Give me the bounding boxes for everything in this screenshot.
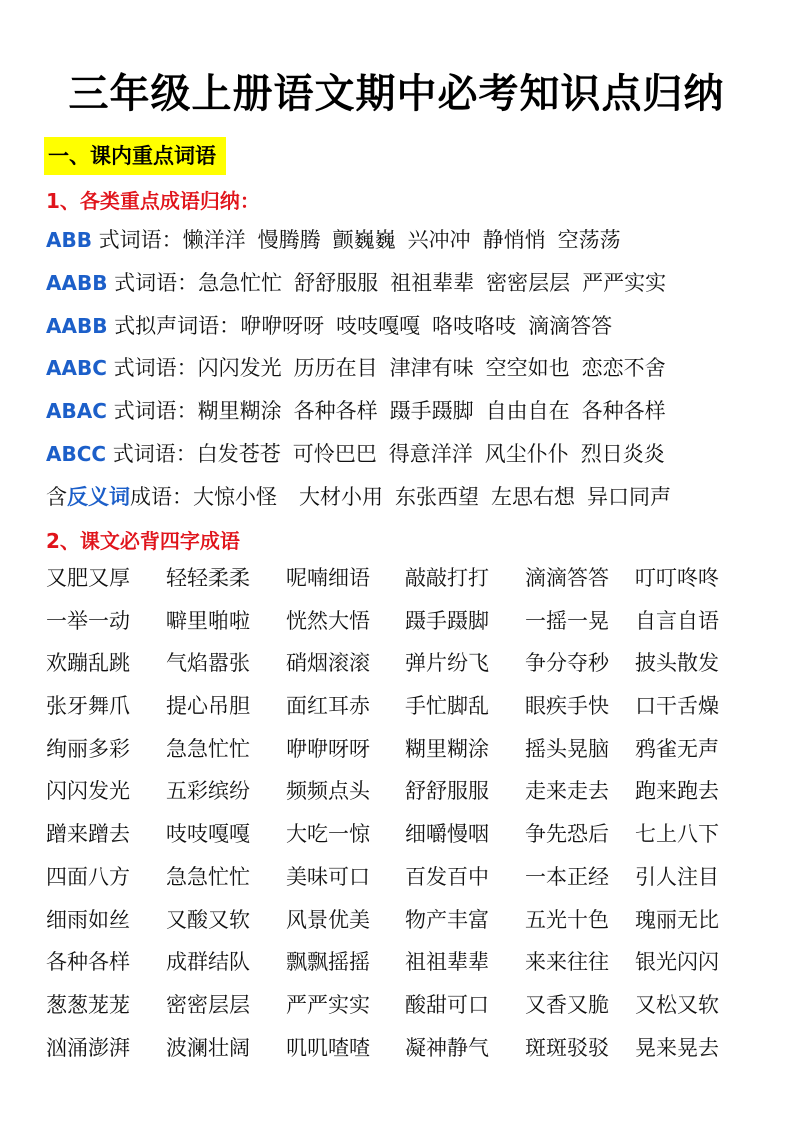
idiom-word: 历历在目 [293, 356, 378, 381]
pattern-line [46, 224, 766, 267]
idiom-word: 颤巍巍 [332, 228, 396, 252]
idiom-cell: 叽叽喳喳 [286, 1035, 370, 1060]
idiom-cell: 又酸又软 [166, 907, 250, 932]
idiom-word: 祖祖辈辈 [390, 270, 475, 295]
idiom-cell: 细雨如丝 [46, 907, 130, 932]
idiom-word: 左思右想 [491, 484, 575, 509]
idiom-word: 急急忙忙 [198, 270, 283, 295]
idiom-row [46, 861, 766, 904]
idiom-word: 各种各样 [581, 399, 666, 424]
idiom-row [46, 775, 766, 818]
idiom-cell: 吱吱嘎嘎 [166, 822, 250, 847]
idiom-word: 津津有味 [389, 356, 474, 381]
antonym-suffix: 成语： [130, 484, 193, 509]
idiom-cell: 糊里糊涂 [405, 736, 489, 761]
idiom-row [46, 562, 766, 605]
idiom-cell: 咿咿呀呀 [286, 736, 370, 761]
idiom-cell: 来来往往 [525, 950, 609, 975]
pattern-line [46, 352, 766, 395]
pattern-suffix: 式词语： [106, 399, 198, 424]
idiom-cell: 走来走去 [525, 779, 609, 804]
idiom-cell: 又松又软 [635, 992, 719, 1017]
idiom-cell: 波澜壮阔 [166, 1035, 250, 1060]
idiom-cell: 闪闪发光 [46, 779, 130, 804]
idiom-cell: 银光闪闪 [635, 950, 719, 975]
idiom-pattern-list [46, 224, 766, 524]
idiom-cell: 自言自语 [635, 608, 719, 633]
idiom-cell: 密密层层 [166, 992, 250, 1017]
idiom-word: 白发苍苍 [196, 441, 281, 466]
idiom-row [46, 647, 766, 690]
idiom-row [46, 605, 766, 648]
idiom-cell: 飘飘摇摇 [286, 950, 370, 975]
idiom-word: 糊里糊涂 [197, 399, 282, 424]
idiom-word: 空空如也 [485, 356, 570, 381]
pattern-suffix: 式词语： [106, 441, 197, 466]
idiom-cell: 硝烟滚滚 [286, 651, 370, 676]
idiom-word: 静悄悄 [482, 228, 546, 252]
antonym-prefix: 含 [46, 484, 67, 509]
idiom-cell: 斑斑驳驳 [525, 1035, 609, 1060]
idiom-cell: 跑来跑去 [635, 779, 719, 804]
idiom-cell: 酸甜可口 [405, 992, 489, 1017]
idiom-cell: 一举一动 [46, 608, 130, 633]
idiom-word: 风尘仆仆 [484, 441, 569, 466]
idiom-cell: 四面八方 [46, 864, 130, 889]
pattern-label: ABB [46, 228, 92, 252]
idiom-cell: 争先恐后 [525, 822, 609, 847]
subheading-must-memorize: 2、课文必背四字成语 [46, 529, 240, 553]
idiom-cell: 凝神静气 [405, 1035, 489, 1060]
idiom-cell: 细嚼慢咽 [405, 822, 489, 847]
idiom-cell: 祖祖辈辈 [405, 950, 489, 975]
subheading-idiom-summary: 1、各类重点成语归纳： [46, 189, 260, 213]
idiom-word: 咿咿呀呀 [240, 313, 325, 338]
idiom-row [46, 946, 766, 989]
idiom-cell: 披头散发 [635, 651, 719, 676]
idiom-word: 大惊小怪 [193, 484, 277, 509]
idiom-word: 密密层层 [486, 270, 571, 295]
idiom-cell: 五彩缤纷 [166, 779, 250, 804]
pattern-suffix: 式词语： [106, 356, 198, 381]
idiom-word: 蹑手蹑脚 [389, 399, 474, 424]
idiom-cell: 物产丰富 [405, 907, 489, 932]
idiom-cell: 一本正经 [525, 864, 609, 889]
idiom-word: 闪闪发光 [197, 356, 282, 381]
idiom-cell: 面红耳赤 [286, 694, 370, 719]
idiom-word: 舒舒服服 [294, 270, 379, 295]
idiom-row [46, 818, 766, 861]
idiom-cell: 蹑手蹑脚 [405, 608, 489, 633]
idiom-cell: 提心吊胆 [166, 694, 250, 719]
idiom-word: 严严实实 [582, 270, 667, 295]
idiom-word: 大材小用 [299, 484, 383, 509]
idiom-cell: 一摇一晃 [525, 608, 609, 633]
idiom-cell: 急急忙忙 [166, 736, 250, 761]
page-title: 三年级上册语文期中必考知识点归纳 [68, 71, 725, 117]
idiom-cell: 又香又脆 [525, 992, 609, 1017]
idiom-cell: 七上八下 [635, 822, 719, 847]
idiom-cell: 严严实实 [286, 992, 370, 1017]
idiom-cell: 汹涌澎湃 [46, 1035, 130, 1060]
idiom-cell: 噼里啪啦 [166, 608, 250, 633]
idiom-row [46, 904, 766, 947]
idiom-cell: 张牙舞爪 [46, 694, 130, 719]
idiom-cell: 叮叮咚咚 [635, 566, 719, 590]
idiom-cell: 引人注目 [635, 864, 719, 889]
idiom-cell: 五光十色 [525, 907, 609, 932]
pattern-suffix: 式词语： [91, 228, 183, 252]
pattern-line [46, 310, 766, 353]
idiom-word: 可怜巴巴 [292, 441, 377, 466]
idiom-word: 得意洋洋 [388, 441, 473, 466]
idiom-cell: 弹片纷飞 [405, 651, 489, 676]
idiom-cell: 争分夺秒 [525, 651, 609, 676]
idiom-row [46, 690, 766, 733]
idiom-word: 东张西望 [395, 484, 479, 509]
idiom-row [46, 733, 766, 776]
pattern-line [46, 267, 766, 310]
idiom-row [46, 1032, 766, 1075]
idiom-cell: 百发百中 [405, 864, 489, 889]
idiom-word: 异口同声 [587, 484, 671, 509]
idiom-word: 咯吱咯吱 [432, 313, 517, 338]
idiom-word: 各种各样 [293, 399, 378, 424]
idiom-cell: 晃来晃去 [635, 1035, 719, 1060]
antonym-line [46, 481, 766, 524]
idiom-word: 吱吱嘎嘎 [336, 313, 421, 338]
idiom-cell: 呢喃细语 [286, 566, 370, 590]
pattern-label: AABB [46, 313, 108, 338]
idiom-word: 恋恋不舍 [581, 356, 666, 381]
pattern-label: ABAC [46, 399, 107, 424]
idiom-cell: 敲敲打打 [405, 566, 489, 590]
idiom-cell: 滴滴答答 [525, 566, 609, 590]
idiom-grid [46, 562, 766, 1074]
pattern-label: AABB [46, 270, 108, 295]
idiom-word: 自由自在 [485, 399, 570, 424]
idiom-cell: 美味可口 [286, 864, 370, 889]
idiom-cell: 摇头晃脑 [525, 736, 609, 761]
idiom-cell: 风景优美 [286, 907, 370, 932]
idiom-cell: 葱葱茏茏 [46, 992, 130, 1017]
idiom-cell: 轻轻柔柔 [166, 566, 250, 590]
idiom-row [46, 989, 766, 1032]
idiom-cell: 舒舒服服 [405, 779, 489, 804]
idiom-cell: 恍然大悟 [286, 608, 370, 633]
idiom-cell: 眼疾手快 [525, 694, 609, 719]
idiom-word: 懒洋洋 [182, 228, 246, 252]
pattern-suffix: 式拟声词语： [107, 313, 241, 338]
idiom-cell: 鸦雀无声 [635, 736, 719, 761]
pattern-label: AABC [46, 356, 107, 381]
idiom-cell: 大吃一惊 [286, 822, 370, 847]
idiom-cell: 又肥又厚 [46, 566, 130, 590]
idiom-cell: 绚丽多彩 [46, 736, 130, 761]
idiom-word: 滴滴答答 [528, 313, 613, 338]
pattern-suffix: 式词语： [107, 270, 199, 295]
idiom-cell: 口干舌燥 [635, 694, 719, 719]
section-heading-key-words: 一、课内重点词语 [44, 137, 226, 175]
pattern-line [46, 395, 766, 438]
idiom-word: 空荡荡 [557, 228, 621, 252]
idiom-cell: 欢蹦乱跳 [46, 651, 130, 676]
idiom-cell: 各种各样 [46, 950, 130, 975]
idiom-cell: 手忙脚乱 [405, 694, 489, 719]
idiom-cell: 急急忙忙 [166, 864, 250, 889]
idiom-cell: 频频点头 [286, 779, 370, 804]
idiom-word: 慢腾腾 [257, 228, 321, 252]
idiom-cell: 瑰丽无比 [635, 907, 719, 932]
pattern-label: ABCC [46, 441, 107, 466]
idiom-cell: 气焰嚣张 [166, 651, 250, 676]
antonym-highlight: 反义词 [67, 484, 130, 509]
idiom-cell: 蹭来蹭去 [46, 822, 130, 847]
idiom-word: 烈日炎炎 [580, 441, 665, 466]
pattern-line [46, 438, 766, 481]
idiom-word: 兴冲冲 [407, 228, 471, 252]
idiom-cell: 成群结队 [166, 950, 250, 975]
